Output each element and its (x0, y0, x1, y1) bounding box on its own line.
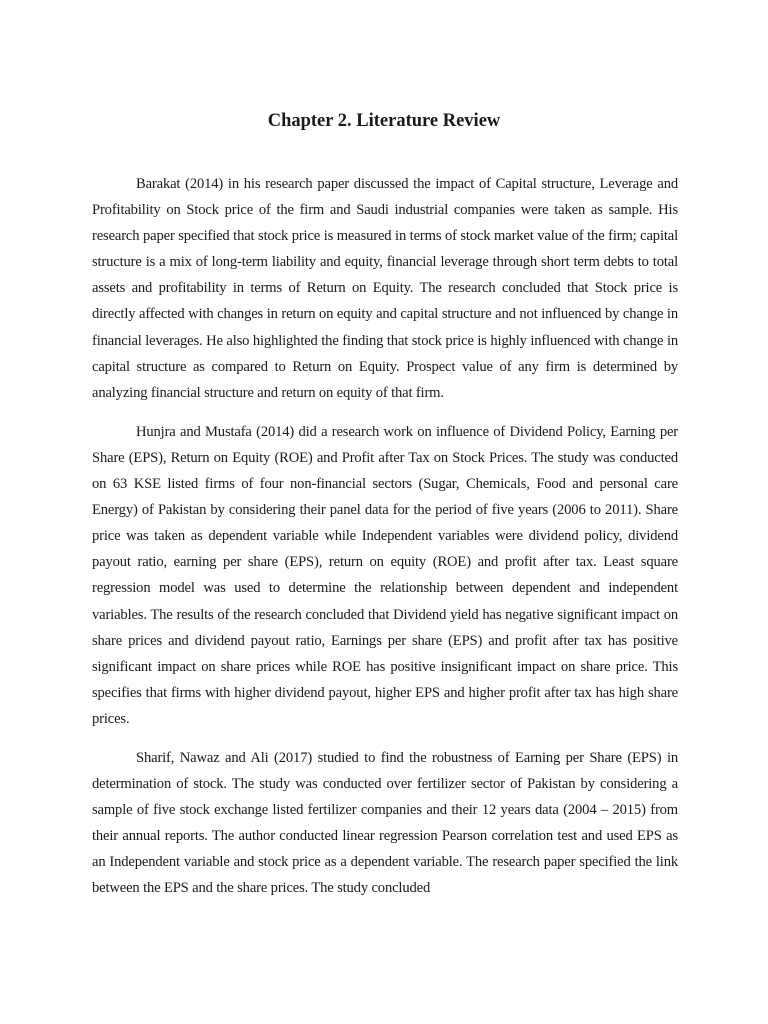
chapter-title: Chapter 2. Literature Review (267, 111, 501, 131)
paragraph-sharif-nawaz-ali: Sharif, Nawaz and Ali (2017) studied to find the robustness of Earning per Share (EPS) in determination of stock. The study was conducted over fertilizer sector of Pakistan by considering a sample of five stock exchange listed fertilizer companies and their 12 years data (2004 – 2015) from their annual reports. The author conducted linear regression Pearson correlation test and used EPS as an Independent variable and stock price as a dependent variable. The research paper specified the link between the EPS and the share prices. The study concluded (92, 749, 678, 897)
body-text (92, 171, 678, 915)
paragraph-hunjra-mustafa: Hunjra and Mustafa (2014) did a research work on influence of Dividend Policy, Earning per Share (EPS), Return on Equity (ROE) and Profit after Tax on Stock Prices. The study was conducted on 63 KSE listed firms of four non-financial sectors (Sugar, Chemicals, Food and personal care Energy) of Pakistan by considering their panel data for the period of five years (2006 to 2011). Share price was taken as dependent variable while Independent variables were dividend policy, dividend payout ratio, earning per share (EPS), return on equity (ROE) and profit after tax. Least square regression model was used to determine the relationship between dependent and independent variables. The results of the research concluded that Dividend yield has negative significant impact on share prices and dividend payout ratio, Earnings per share (EPS) and profit after tax has positive significant impact on share prices while ROE has positive insignificant impact on share price. This specifies that firms with higher dividend payout, higher EPS and higher profit after tax has high share prices. (92, 423, 678, 727)
paragraph-barakat: Barakat (2014) in his research paper discussed the impact of Capital structure, Leverage and Profitability on Stock price of the firm and Saudi industrial companies were taken as sample. His research paper specified that stock price is measured in terms of stock market value of the firm; capital structure is a mix of long-term liability and equity, financial leverage through short term debts to total assets and profitability in terms of Return on Equity. The research concluded that Stock price is directly affected with changes in return on equity and capital structure and not influenced by change in financial leverages. He also highlighted the finding that stock price is highly influenced with change in capital structure as compared to Return on Equity. Prospect value of any firm is determined by analyzing financial structure and return on equity of that firm. (92, 176, 678, 401)
